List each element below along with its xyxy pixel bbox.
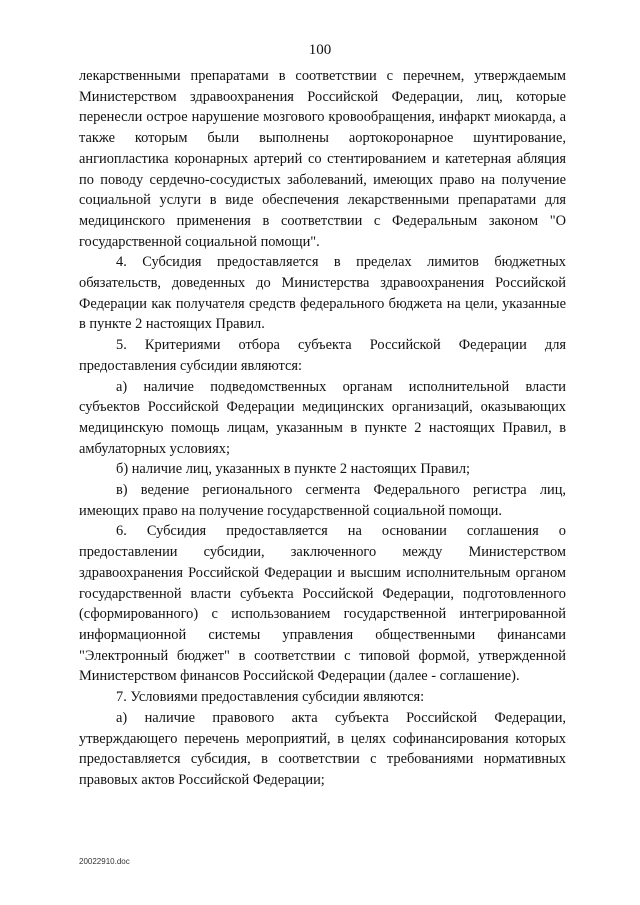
document-body — [79, 66, 566, 791]
page-number: 100 — [308, 42, 332, 58]
document-file-code: 20022910.doc — [79, 857, 130, 866]
paragraph-item-4: 4. Субсидия предоставляется в пределах лимитов бюджетных обязательств, доведенных до Министерства здравоохранения Российской Федерации как получателя средств федерального бюджета на цели, указанные в пункте 2 настоящих Правил. — [79, 254, 566, 333]
paragraph-item-5a: а) наличие подведомственных органам исполнительной власти субъектов Российской Федерации медицинских организаций, оказывающих медицинскую помощь лицам, указанным в пункте 2 настоящих Правил, в амбулаторных условиях; — [79, 378, 566, 457]
paragraph-item-5v: в) ведение регионального сегмента Федерального регистра лиц, имеющих право на получение государственной социальной помощи. — [79, 482, 566, 519]
paragraph-item-7a: а) наличие правового акта субъекта Российской Федерации, утверждающего перечень мероприятий, в целях софинансирования которых предоставляется субсидия, в соответствии с требованиями нормативных правовых актов Российской Федерации; — [79, 709, 566, 788]
paragraph-item-5: 5. Критериями отбора субъекта Российской Федерации для предоставления субсидии являются: — [79, 337, 566, 374]
paragraph-item-7: 7. Условиями предоставления субсидии являются: — [116, 689, 425, 706]
paragraph-continuation: лекарственными препаратами в соответствии с перечнем, утверждаемым Министерством здравоохранения Российской Федерации, лиц, которые перенесли острое нарушение мозгового кровообращения, инфаркт миокарда, а также которым были выполнены аортокоронарное шунтирование, ангиопластика коронарных артерий со стентированием и катетерная абляция по поводу сердечно-сосудистых заболеваний, имеющих право на получение социальной услуги в виде обеспечения лекарственными препаратами для медицинского применения в соответствии с Федеральным законом "О государственной социальной помощи". — [79, 68, 566, 250]
paragraph-item-5b: б) наличие лиц, указанных в пункте 2 настоящих Правил; — [116, 461, 471, 478]
paragraph-item-6: 6. Субсидия предоставляется на основании соглашения о предоставлении субсидии, заключенного между Министерством здравоохранения Российской Федерации и высшим исполнительным органом государственной власти субъекта Российской Федерации, подготовленного (сформированного) с использованием государственной интегрированной информационной системы управления общественными финансами "Электронный бюджет" в соответствии с типовой формой, утвержденной Министерством финансов Российской Федерации (далее - соглашение). — [79, 523, 566, 685]
